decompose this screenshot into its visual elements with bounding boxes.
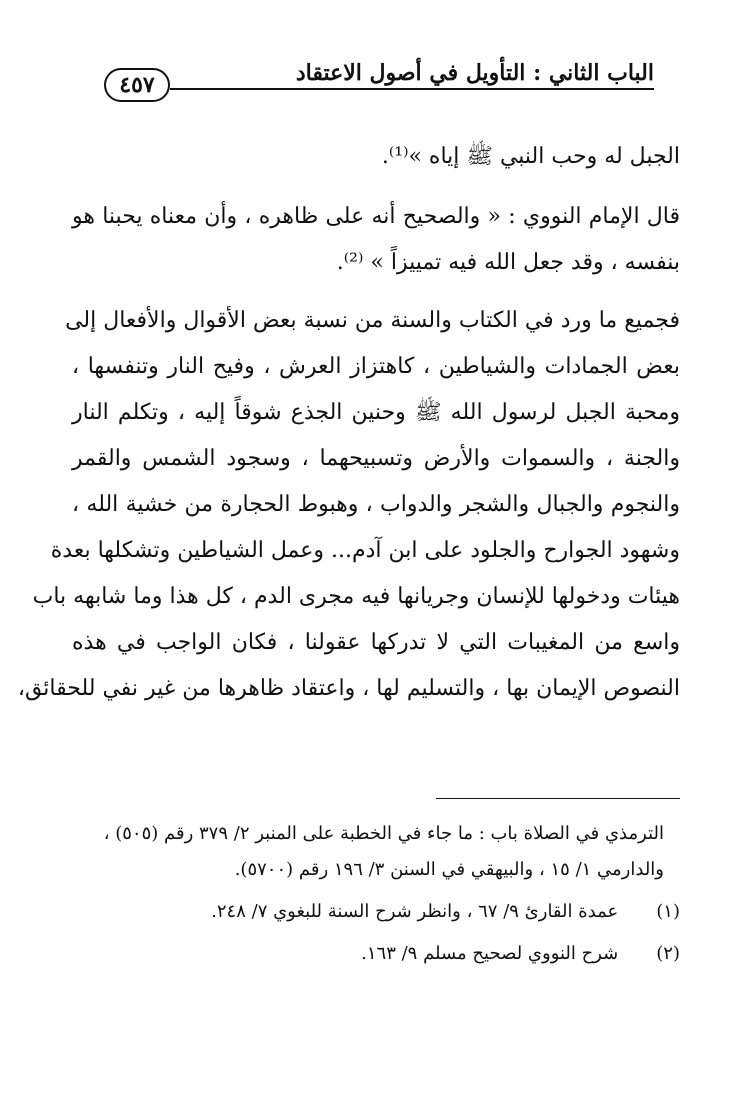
text-line: واسع من المغيبات التي لا تدركها عقولنا ، فكان الواجب في هذه: [72, 630, 680, 655]
text-line: بنفسه ، وقد جعل الله فيه تمييزاً » ⁽²⁾.: [336, 250, 680, 275]
text-line: والجنة ، والسموات والأرض وتسبيحهما ، وسجود الشمس والقمر: [72, 446, 680, 471]
text-line: قال الإمام النووي : « والصحيح أنه على ظاهره ، وأن معناه يحبنا هو: [72, 204, 680, 229]
footnote-text: عمدة القارئ ٩/ ٦٧ ، وانظر شرح السنة للبغوي ٧/ ٢٤٨.: [211, 901, 619, 922]
text-line: وشهود الجوارح والجلود على ابن آدم... وعمل الشياطين وتشكلها بعدة: [50, 538, 680, 563]
text-line: والنجوم والجبال والشجر والدواب ، وهبوط الحجارة من خشية الله ،: [72, 492, 680, 517]
running-title: الباب الثاني : التأويل في أصول الاعتقاد: [295, 60, 654, 86]
footnotes: [72, 816, 680, 972]
paragraph-3: [17, 298, 680, 712]
text-line: الجبل له وحب النبي ﷺ إياه »⁽¹⁾.: [381, 144, 680, 169]
paragraph-2: [72, 194, 680, 286]
paragraph-1: [72, 134, 680, 180]
text-line: فجميع ما ورد في الكتاب والسنة من نسبة بعض الأقوال والأفعال إلى: [65, 308, 680, 333]
footnote-number: (١): [656, 901, 680, 922]
footnote-number: (٢): [656, 943, 680, 964]
footnote-separator: [436, 798, 680, 799]
footnote-continuation-line: الترمذي في الصلاة باب : ما جاء في الخطبة على المنبر ٢/ ٣٧٩ رقم (٥٠٥) ،: [103, 823, 664, 844]
footnote-continuation-line: والدارمي ١/ ١٥ ، والبيهقي في السنن ٣/ ١٩٦ رقم (٥٧٠٠).: [234, 859, 664, 880]
footnote-1: [72, 894, 680, 930]
text-line: بعض الجمادات والشياطين ، كاهتزاز العرش ، وفيح النار وتنفسها ،: [72, 354, 680, 379]
text-line: ومحبة الجبل لرسول الله ﷺ وحنين الجذع شوقاً إليه ، وتكلم النار: [72, 400, 680, 425]
text-line: النصوص الإيمان بها ، والتسليم لها ، واعتقاد ظاهرها من غير نفي للحقائق،: [17, 676, 680, 701]
header-rule: [170, 88, 654, 90]
text-line: هيئات ودخولها للإنسان وجريانها فيه مجرى الدم ، كل هذا وما شابهه باب: [32, 584, 680, 609]
page-number: ٤٥٧: [104, 68, 170, 102]
footnote-text: شرح النووي لصحيح مسلم ٩/ ١٦٣.: [361, 943, 619, 964]
footnote-2: [72, 936, 680, 972]
